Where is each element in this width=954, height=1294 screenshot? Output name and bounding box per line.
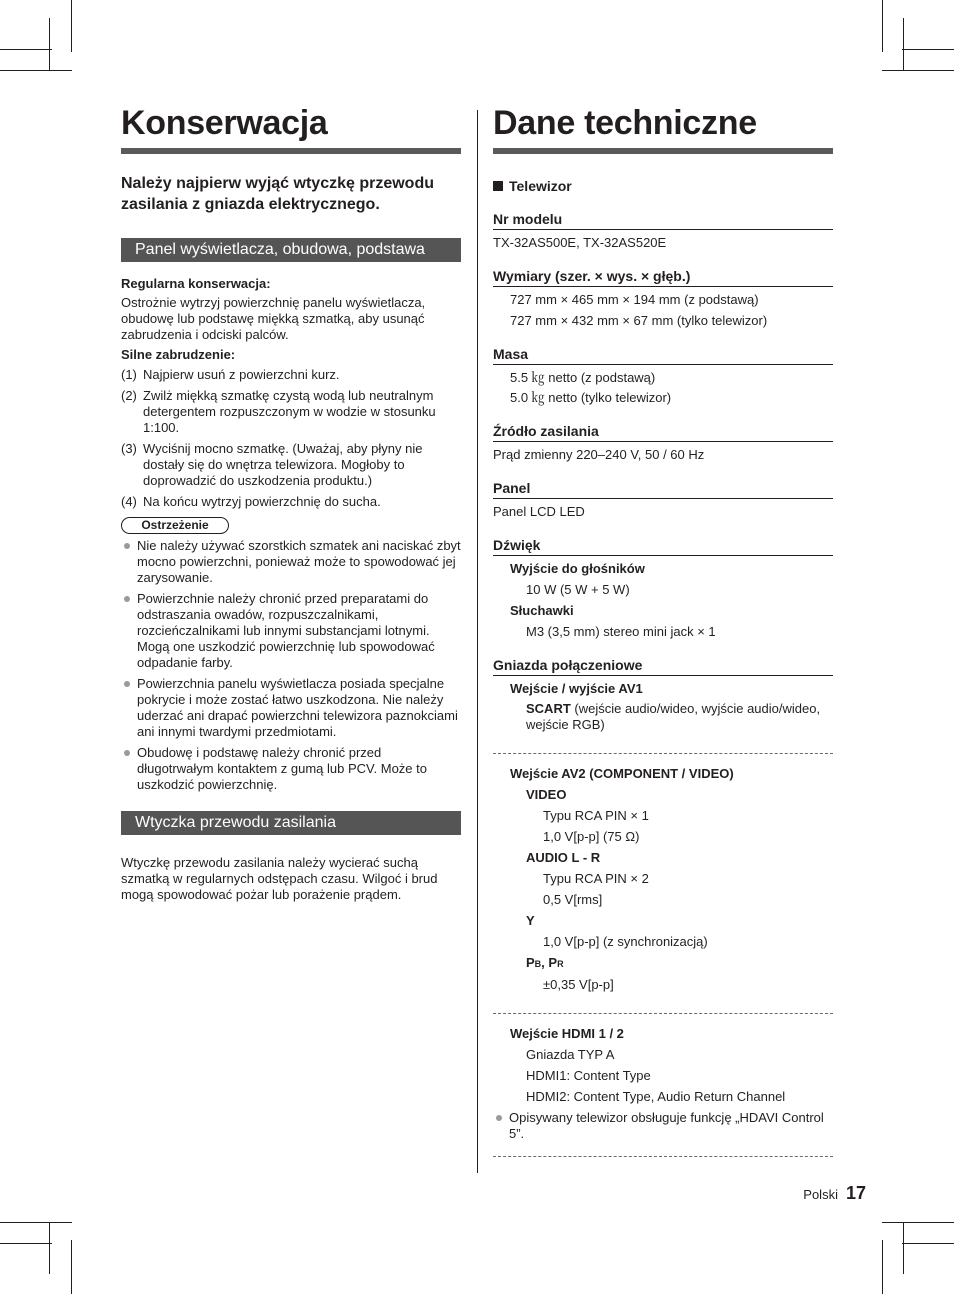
square-bullet-icon <box>493 181 503 191</box>
spec-heading-dimensions: Wymiary (szer. × wys. × głęb.) <box>493 267 833 287</box>
hdmi-note: Opisywany telewizor obsługuje funkcję „HDAVI Control 5”. <box>509 1110 824 1141</box>
spec-heading-connectors: Gniazda połączeniowe <box>493 656 833 676</box>
crop-mark <box>71 1240 72 1294</box>
page-title-specifications: Dane techniczne <box>493 100 833 154</box>
crop-mark <box>0 1243 52 1244</box>
footer-language: Polski <box>803 1187 838 1202</box>
spec-value-mass: 5.0 ㎏ netto (tylko telewizor) <box>510 390 672 405</box>
tv-heading <box>493 178 833 194</box>
pb-pr-label <box>493 955 833 972</box>
step-text: Zwilż miękką szmatkę czystą wodą lub neutralnym detergentem rozpuszczonym w wodzie w stosunku 1:100. <box>143 388 436 435</box>
hdmi-label: Wejście HDMI 1 / 2 <box>510 1026 624 1041</box>
section-header-power-plug: Wtyczka przewodu zasilania <box>121 811 461 835</box>
crop-mark <box>882 70 954 71</box>
spec-value-panel: Panel LCD LED <box>493 504 585 519</box>
dashed-separator <box>493 1156 833 1157</box>
spec-value-model: TX-32AS500E, TX-32AS520E <box>493 235 667 250</box>
caution-text: Powierzchnia panelu wyświetlacza posiada specjalne pokrycie i może zostać łatwo uszkodzona. Nie należy uderzać ani drapać powierzchni telewizora paznokciami ani innymi twardymi przedmiotami. <box>137 676 458 739</box>
scart-description: (wejście audio/wideo, wyjście audio/wideo, wejście RGB) <box>526 701 821 732</box>
y-label: Y <box>526 913 535 928</box>
list-item <box>121 441 461 489</box>
scart-value <box>493 701 833 733</box>
y-value: 1,0 V[p-p] (z synchronizacją) <box>543 934 708 949</box>
caution-badge: Ostrzeżenie <box>121 517 229 534</box>
regular-maintenance-text: Ostrożnie wytrzyj powierzchnię panelu wyświetlacza, obudowę lub podstawę miękką szmatką, aby usunąć zabrudzenia i odciski palców. <box>121 295 426 342</box>
crop-mark <box>902 1243 954 1244</box>
spec-value-mass: 5.5 ㎏ netto (z podstawą) <box>510 370 656 385</box>
list-item <box>493 1110 833 1142</box>
video-value: 1,0 V[p-p] (75 Ω) <box>543 829 640 844</box>
page-number: 17 <box>845 1183 866 1203</box>
audio-label: AUDIO L - R <box>526 850 601 865</box>
crop-mark <box>903 18 904 70</box>
crop-mark <box>882 0 883 52</box>
lead-warning: Należy najpierw wyjąć wtyczkę przewodu zasilania z gniazda elektrycznego. <box>121 175 434 213</box>
spec-value-dimensions: 727 mm × 432 mm × 67 mm (tylko telewizor) <box>510 313 768 328</box>
list-item <box>121 388 461 436</box>
step-number: (3) <box>121 441 137 456</box>
page-title-maintenance: Konserwacja <box>121 100 461 154</box>
section-header-panel: Panel wyświetlacza, obudowa, podstawa <box>121 238 461 262</box>
specifications-column <box>493 100 833 1157</box>
crop-mark <box>49 1222 50 1274</box>
av1-label: Wejście / wyjście AV1 <box>510 681 643 696</box>
list-item <box>121 538 461 586</box>
page-footer <box>803 1185 866 1203</box>
bullet-icon <box>124 596 130 602</box>
pb-pr-value: ±0,35 V[p-p] <box>543 977 614 992</box>
cleaning-steps <box>121 367 461 510</box>
dashed-separator <box>493 753 833 754</box>
maintenance-column <box>121 100 461 903</box>
step-text: Wyciśnij mocno szmatkę. (Uważaj, aby płyny nie dostały się do wnętrza telewizora. Mogłoby to doprowadzić do uszkodzenia produktu.) <box>143 441 423 488</box>
bullet-icon <box>124 750 130 756</box>
column-divider <box>477 110 478 1173</box>
spec-heading-panel: Panel <box>493 479 833 499</box>
tv-label: Telewizor <box>509 178 572 194</box>
bullet-icon <box>496 1115 502 1121</box>
speaker-output-label: Wyjście do głośników <box>510 561 645 576</box>
spec-heading-mass: Masa <box>493 345 833 365</box>
crop-mark <box>49 18 50 70</box>
step-number: (4) <box>121 494 137 509</box>
caution-text: Obudowę i podstawę należy chronić przed długotrwałym kontaktem z gumą lub PCV. Może to uszkodzić powierzchnię. <box>137 745 427 792</box>
step-number: (1) <box>121 367 137 382</box>
list-item <box>121 367 461 383</box>
pb-main: P <box>526 955 535 970</box>
bullet-icon <box>124 681 130 687</box>
hdmi-value: HDMI2: Content Type, Audio Return Channel <box>526 1089 786 1104</box>
caution-list <box>121 538 461 793</box>
regular-maintenance-label: Regularna konserwacja: <box>121 276 271 291</box>
av2-label: Wejście AV2 (COMPONENT / VIDEO) <box>510 766 734 781</box>
step-text: Na końcu wytrzyj powierzchnię do sucha. <box>143 494 381 509</box>
hdmi-value: HDMI1: Content Type <box>526 1068 651 1083</box>
headphones-value: M3 (3,5 mm) stereo mini jack × 1 <box>526 624 716 639</box>
list-item <box>121 591 461 671</box>
step-text: Najpierw usuń z powierzchni kurz. <box>143 367 340 382</box>
spec-heading-sound: Dźwięk <box>493 536 833 556</box>
heavy-dirt-label: Silne zabrudzenie: <box>121 347 236 362</box>
list-item <box>121 494 461 510</box>
crop-mark <box>902 49 954 50</box>
crop-mark <box>0 70 72 71</box>
list-item <box>121 745 461 793</box>
hdmi-note-list <box>493 1110 833 1142</box>
crop-mark <box>882 1240 883 1294</box>
caution-text: Nie należy używać szorstkich szmatek ani naciskać zbyt mocno powierzchni, ponieważ może to spowodować jej zarysowanie. <box>137 538 461 585</box>
caution-text: Powierzchnie należy chronić przed preparatami do odstraszania owadów, rozpuszczalnikami, rozcieńczalnikami lub innymi substancjami lotnymi. Mogą one uszkodzić powierzchnię lub spowodować odpadanie farby. <box>137 591 435 670</box>
scart-label: SCART <box>526 701 571 716</box>
spec-value-power: Prąd zmienny 220–240 V, 50 / 60 Hz <box>493 447 705 462</box>
power-plug-text: Wtyczkę przewodu zasilania należy wycierać suchą szmatką w regularnych odstępach czasu. Wilgoć i brud mogą spowodować pożar lub porażenie prądem. <box>121 855 438 902</box>
list-item <box>121 676 461 740</box>
audio-value: Typu RCA PIN × 2 <box>543 871 649 886</box>
crop-mark <box>71 0 72 52</box>
pb-subscript: B <box>534 959 542 969</box>
crop-mark <box>0 49 52 50</box>
video-value: Typu RCA PIN × 1 <box>543 808 649 823</box>
pr-subscript: R <box>557 959 564 969</box>
speaker-output-value: 10 W (5 W + 5 W) <box>526 582 630 597</box>
video-label: VIDEO <box>526 787 567 802</box>
pr-main: , P <box>541 955 558 970</box>
dashed-separator <box>493 1013 833 1014</box>
headphones-label: Słuchawki <box>510 603 574 618</box>
spec-heading-model: Nr modelu <box>493 210 833 230</box>
crop-mark <box>882 1222 954 1223</box>
audio-value: 0,5 V[rms] <box>543 892 603 907</box>
step-number: (2) <box>121 388 137 403</box>
crop-mark <box>0 1222 72 1223</box>
hdmi-value: Gniazda TYP A <box>526 1047 615 1062</box>
crop-mark <box>903 1222 904 1274</box>
spec-value-dimensions: 727 mm × 465 mm × 194 mm (z podstawą) <box>510 292 759 307</box>
spec-heading-power: Źródło zasilania <box>493 422 833 442</box>
bullet-icon <box>124 543 130 549</box>
